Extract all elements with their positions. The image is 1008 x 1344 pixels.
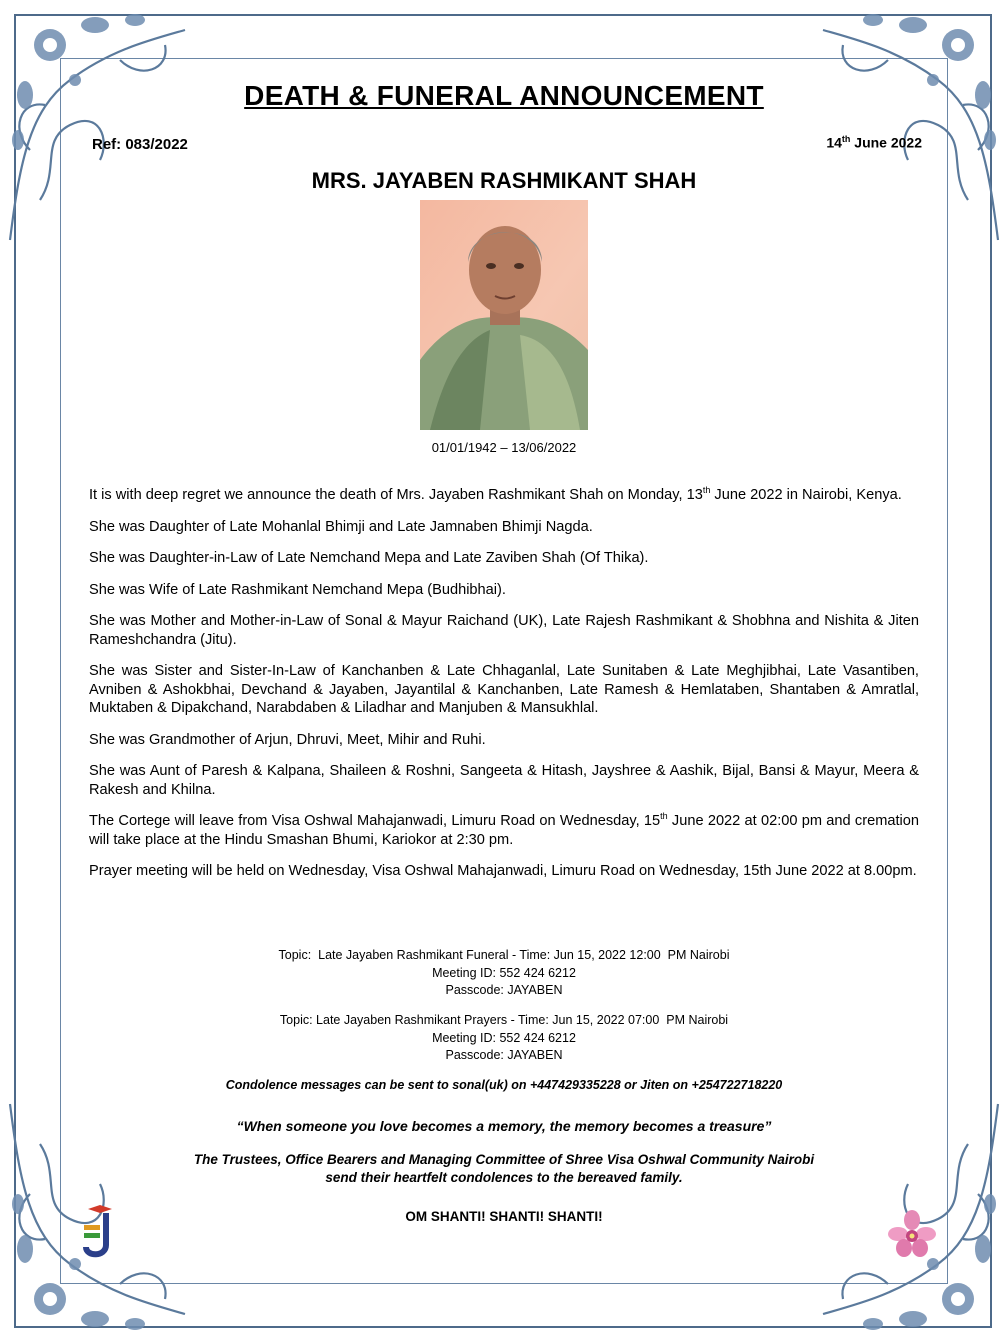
condolence-contacts: Condolence messages can be sent to sonal(uk) on +447429335228 or Jiten on +254722718220 [225,1078,783,1092]
reference-number: Ref: 083/2022 [92,136,188,153]
announcement-date: 14th June 2022 [826,134,922,151]
meeting-id: Meeting ID: 552 424 6212 [432,965,576,980]
paragraph-sister: She was Sister and Sister-In-Law of Kanchanben & Late Chhaganlal, Late Sunitaben & Late Meghjibhai, Late Vasantiben, Avniben & Ashokbhai, Devchand & Jayaben, Jayantilal & Kanchanben, Late Ramesh & Hemlataben, Shantaben & Amratlal, Muktaben & Dipakchand, Narabdaben & Liladhar and Manjuben & Mansukhlal. [89,663,919,716]
paragraph-cortege: The Cortege will leave from Visa Oshwal Mahajanwadi, Limuru Road on Wednesday, 15th June 2022 at 02:00 pm and cremation will take place at the Hindu Smashan Bhumi, Kariokor at 2:30 pm. [89,811,919,848]
memorial-quote: “When someone you love becomes a memory, the memory becomes a treasure” [236,1118,772,1134]
meeting-passcode: Passcode: JAYABEN [445,983,563,997]
meeting-id: Meeting ID: 552 424 6212 [432,1030,576,1045]
paragraph-mother: She was Mother and Mother-in-Law of Sonal & Mayur Raichand (UK), Late Rajesh Rashmikant & Shobhna and Nishita & Jiten Rameshchandra (Jitu). [89,613,919,648]
meeting-topic: Topic: Late Jayaben Rashmikant Prayers - Time: Jun 15, 2022 07:00 PM Nairobi [279,1013,729,1027]
page-title: DEATH & FUNERAL ANNOUNCEMENT [244,80,764,111]
life-dates: 01/01/1942 – 13/06/2022 [431,440,577,455]
meeting-passcode: Passcode: JAYABEN [445,1048,563,1062]
meeting-prayers [0,1012,1008,1065]
meeting-topic: Topic: Late Jayaben Rashmikant Funeral - Time: Jun 15, 2022 12:00 PM Nairobi [278,948,730,962]
meeting-funeral [0,947,1008,1000]
paragraph-death: It is with deep regret we announce the death of Mrs. Jayaben Rashmikant Shah on Monday, 13th June 2022 in Nairobi, Kenya. [89,485,902,503]
corner-ornament-top-right [818,0,1008,250]
paragraph-daughter-in-law: She was Daughter-in-Law of Late Nemchand Mepa and Late Zaviben Shah (Of Thika). [89,550,649,566]
paragraph-wife: She was Wife of Late Rashmikant Nemchand Mepa (Budhibhai). [89,581,506,598]
trustees-message: The Trustees, Office Bearers and Managing Committee of Shree Visa Oshwal Community Nairobi send their heartfelt condolences to the bereaved family. [193,1152,815,1185]
community-logo-icon [80,1203,120,1261]
paragraph-daughter: She was Daughter of Late Mohanlal Bhimji and Late Jamnaben Bhimji Nagda. [89,518,593,535]
om-shanti: OM SHANTI! SHANTI! SHANTI! [405,1209,603,1224]
paragraph-prayer-meeting: Prayer meeting will be held on Wednesday, Visa Oshwal Mahajanwadi, Limuru Road on Wednesday, 15th June 2022 at 8.00pm. [89,863,917,879]
announcement-body [89,486,919,894]
deceased-name: MRS. JAYABEN RASHMIKANT SHAH [311,168,697,193]
paragraph-aunt: She was Aunt of Paresh & Kalpana, Shaileen & Roshni, Sangeeta & Hitash, Jayshree & Aashik, Bijal, Bansi & Mayur, Meera & Rakesh and Khilna. [89,763,919,798]
corner-ornament-top-left [0,0,190,250]
paragraph-grandmother: She was Grandmother of Arjun, Dhruvi, Meet, Mihir and Ruhi. [89,731,486,748]
portrait-photo [420,200,588,430]
orchid-flower-icon [888,1210,936,1262]
